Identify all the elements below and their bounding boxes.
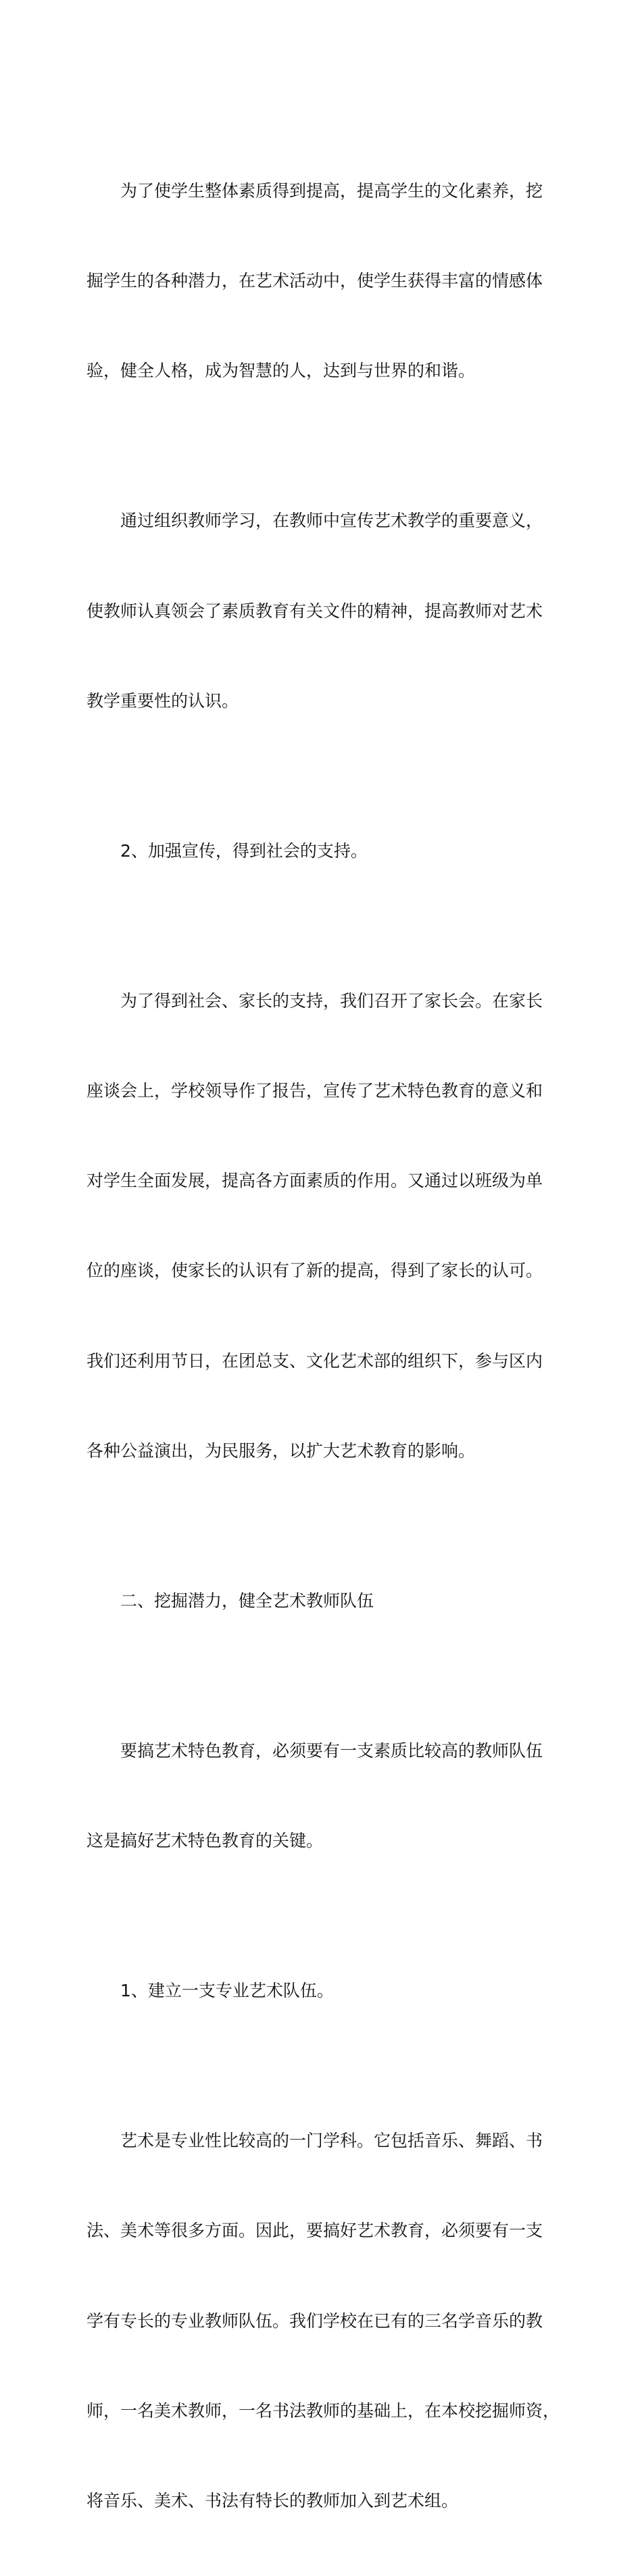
text-line: 教学重要性的认识。	[87, 690, 239, 711]
paragraph	[87, 926, 573, 1526]
text-line: 使教师认真领会了素质教育有关文件的精神，提高教师对艺术	[87, 601, 543, 621]
document-body	[87, 116, 573, 2576]
text-line: 我们还利用节日，在团总支、文化艺术部的组织下，参与区内	[87, 1350, 543, 1371]
text-line: 艺术是专业性比较高的一门学科。它包括音乐、舞蹈、书	[87, 2131, 543, 2151]
text-line: 师，一名美术教师，一名书法教师的基础上，在本校挖掘师资，	[87, 2400, 560, 2421]
paragraph	[87, 446, 573, 776]
text-line: 为了使学生整体素质得到提高，提高学生的文化素养，挖	[87, 180, 543, 201]
text-line: 通过组织教师学习，在教师中宣传艺术教学的重要意义，	[87, 511, 543, 531]
text-line: 掘学生的各种潜力，在艺术活动中，使学生获得丰富的情感体	[87, 271, 543, 291]
paragraph	[87, 116, 573, 446]
text-line: 要搞艺术特色教育，必须要有一支素质比较高的教师队伍	[87, 1740, 543, 1761]
text-line: 将音乐、美术、书法有特长的教师加入到艺术组。	[87, 2491, 459, 2511]
text-line: 法、美术等很多方面。因此，要搞好艺术教育，必须要有一支	[87, 2221, 543, 2241]
paragraph	[87, 2066, 573, 2576]
text-line: 为了得到社会、家长的支持，我们召开了家长会。在家长	[87, 990, 543, 1011]
paragraph	[87, 1676, 573, 1916]
section-subheading	[87, 1916, 573, 2066]
text-line: 验，健全人格，成为智慧的人，达到与世界的和谐。	[87, 361, 476, 381]
text-line: 各种公益演出，为民服务，以扩大艺术教育的影响。	[87, 1440, 476, 1461]
text-line: 学有专长的专业教师队伍。我们学校在已有的三名学音乐的教	[87, 2310, 543, 2331]
section-subheading	[87, 776, 573, 926]
text-line: 位的座谈，使家长的认识有了新的提高，得到了家长的认可。	[87, 1261, 543, 1281]
text-line: 对学生全面发展，提高各方面素质的作用。又通过以班级为单	[87, 1171, 543, 1191]
text-line: 座谈会上，学校领导作了报告，宣传了艺术特色教育的意义和	[87, 1081, 543, 1101]
text-line: 二、挖掘潜力，健全艺术教师队伍	[87, 1590, 374, 1611]
text-line: 1、建立一支专业艺术队伍。	[87, 1981, 334, 2001]
section-heading	[87, 1526, 573, 1676]
text-line: 这是搞好艺术特色教育的关键。	[87, 1831, 324, 1851]
text-line: 2、加强宣传，得到社会的支持。	[87, 840, 368, 861]
